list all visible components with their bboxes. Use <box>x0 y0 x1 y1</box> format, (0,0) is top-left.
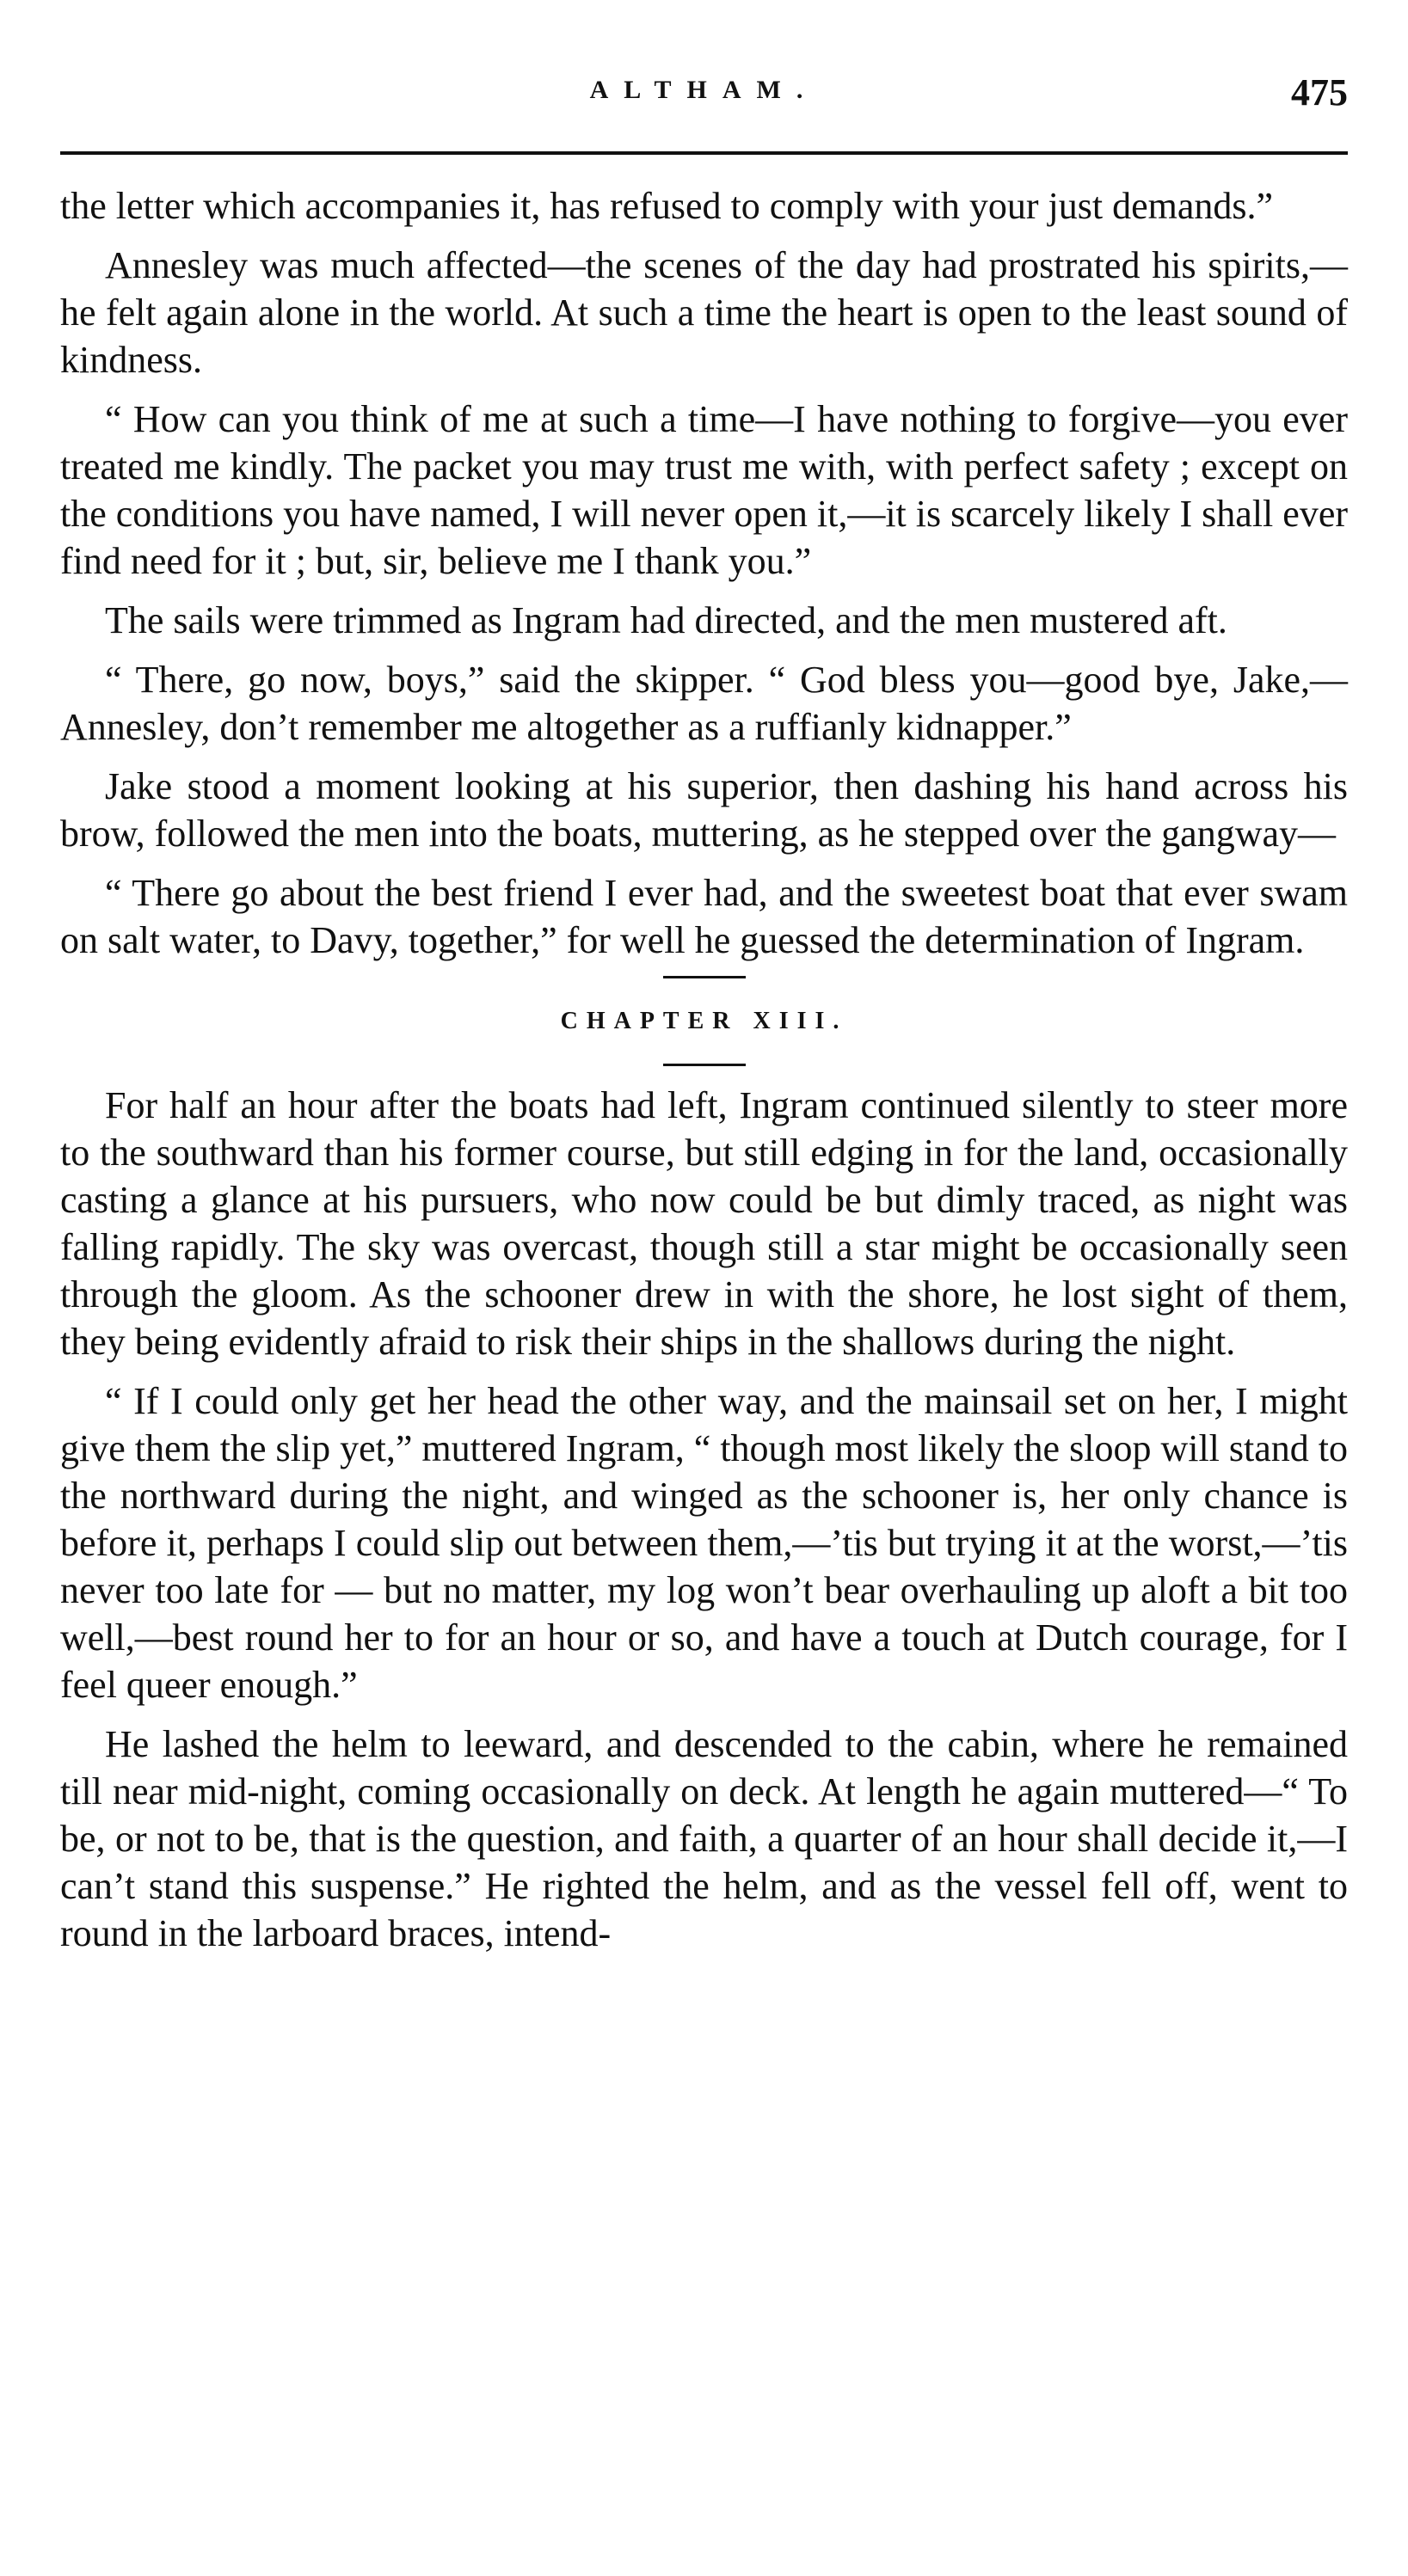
paragraph: Annesley was much affected—the scenes of the day had prostrated his spirits,—he felt again alone in the world. At such a time the heart is open to the least sound of kindness. <box>60 244 1348 381</box>
paragraph: the letter which accompanies it, has refused to comply with your just demands.” <box>60 185 1274 227</box>
running-title: ALTHAM. <box>589 76 819 104</box>
paragraph: The sails were trimmed as Ingram had directed, and the men mustered aft. <box>105 599 1227 641</box>
paragraph: “ There go about the best friend I ever had, and the sweetest boat that ever swam on salt water, to Davy, together,” for well he guessed the determination of Ingram. <box>60 872 1348 961</box>
paragraph: For half an hour after the boats had left, Ingram continued silently to steer more to the southward than his former course, but still edging in for the land, occasionally casting a glance at his pursuers, who now could be but dimly traced, as night was falling rapidly. The sky was overcast, though still a star might be occasionally seen through the gloom. As the schooner drew in with the shore, he lost sight of them, they being evidently afraid to risk their ships in the shallows during the night. <box>60 1084 1348 1363</box>
chapter-rule-bottom <box>663 1064 746 1066</box>
paragraph: He lashed the helm to leeward, and descended to the cabin, where he remained till near mid-night, coming occasionally on deck. At length he again muttered—“ To be, or not to be, that is the question, and faith, a quarter of an hour shall decide it,—I can’t stand this suspense.” He righted the helm, and as the vessel fell off, went to round in the larboard braces, intend- <box>60 1723 1348 1954</box>
running-head <box>60 71 1348 127</box>
paragraph: “ If I could only get her head the other way, and the mainsail set on her, I might give them the slip yet,” muttered Ingram, “ though most likely the sloop will stand to the northward during the night, and winged as the schooner is, her only chance is before it, perhaps I could slip out between them,—’tis but trying it at the worst,—’tis never too late for — but no matter, my log won’t bear overhauling up aloft a bit too well,—best round her to for an hour or so, and have a touch at Dutch courage, for I feel queer enough.” <box>60 1380 1348 1706</box>
chapter-rule-top <box>663 976 746 978</box>
header-rule <box>60 151 1348 155</box>
paragraph: “ How can you think of me at such a time—I have nothing to forgive—you ever treated me kindly. The packet you may trust me with, with perfect safety ; except on the conditions you have named, I will never open it,—it is scarcely likely I shall ever find need for it ; but, sir, believe me I thank you.” <box>60 398 1348 582</box>
page-number: 475 <box>1291 71 1348 113</box>
chapter-heading: CHAPTER XIII. <box>560 1008 848 1034</box>
body-text <box>60 182 1348 1969</box>
paragraph: “ There, go now, boys,” said the skipper. “ God bless you—good bye, Jake,—Annesley, don’t remember me altogether as a ruffianly kidnapper.” <box>60 659 1348 748</box>
paragraph: Jake stood a moment looking at his superior, then dashing his hand across his brow, followed the men into the boats, muttering, as he stepped over the gangway— <box>60 765 1348 855</box>
